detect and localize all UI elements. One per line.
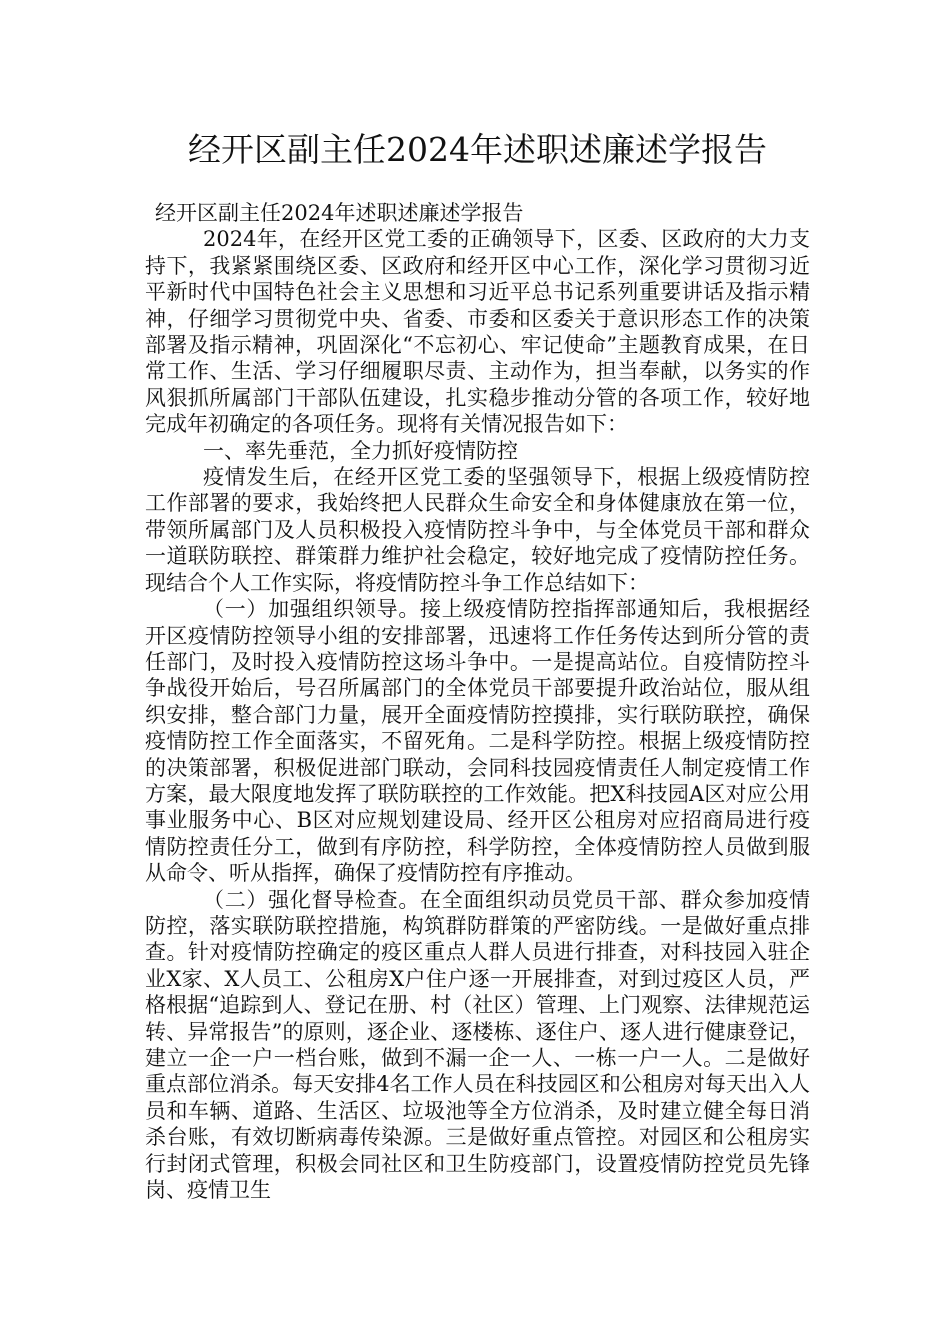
paragraph-supervision-inspection: （二）强化督导检查。在全面组织动员党员干部、群众参加疫情防控，落实联防联控措施，构筑群防群策的严密防线。一是做好重点排查。针对疫情防控确定的疫区重点人群人员进行排查，对科技园入驻企业X家、X人员工、公租房X户住户逐一开展排查，对到过疫区人员，严格根据“追踪到人、登记在册、村（社区）管理、上门观察、法律规范运转、异常报告”的原则，逐企业、逐楼栋、逐住户、逐人进行健康登记，建立一企一户一档台账，做到不漏一企一人、一栋一户一人。二是做好重点部位消杀。每天安排4名工作人员在科技园区和公租房对每天出入人员和车辆、道路、生活区、垃圾池等全方位消杀，及时建立健全每日消杀台账，有效切断病毒传染源。三是做好重点管控。对园区和公租房实行封闭式管理，积极会同社区和卫生防疫部门，设置疫情防控党员先锋岗、疫情卫生	[145, 887, 810, 1203]
document-body	[145, 200, 810, 1203]
body-subtitle: 经开区副主任2024年述职述廉述学报告	[155, 201, 524, 225]
section-heading-1: 一、率先垂范，全力抓好疫情防控	[203, 438, 518, 463]
paragraph-organization-leadership: （一）加强组织领导。接上级疫情防控指挥部通知后，我根据经开区疫情防控领导小组的安排部署，迅速将工作任务传达到所分管的责任部门，及时投入疫情防控这场斗争中。一是提高站位。自疫情防控斗争战役开始后，号召所属部门的全体党员干部要提升政治站位，服从组织安排，整合部门力量，展开全面疫情防控摸排，实行联防联控，确保疫情防控工作全面落实，不留死角。二是科学防控。根据上级疫情防控的决策部署，积极促进部门联动，会同科技园疫情责任人制定疫情工作方案，最大限度地发挥了联防联控的工作效能。把X科技园A区对应公用事业服务中心、B区对应规划建设局、经开区公租房对应招商局进行疫情防控责任分工，做到有序防控，科学防控，全体疫情防控人员做到服从命令、听从指挥，确保了疫情防控有序推动。	[145, 597, 810, 886]
document-title: 经开区副主任2024年述职述廉述学报告	[188, 130, 767, 169]
paragraph-intro: 2024年，在经开区党工委的正确领导下，区委、区政府的大力支持下，我紧紧围绕区委、区政府和经开区中心工作，深化学习贯彻习近平新时代中国特色社会主义思想和习近平总书记系列重要讲话及指示精神，仔细学习贯彻党中央、省委、市委和区委关于意识形态工作的决策部署及指示精神，巩固深化“不忘初心、牢记使命”主题教育成果，在日常工作、生活、学习仔细履职尽责、主动作为，担当奉献，以务实的作风狠抓所属部门干部队伍建设，扎实稳步推动分管的各项工作，较好地完成年初确定的各项任务。现将有关情况报告如下：	[145, 227, 810, 437]
paragraph-epidemic-overview: 疫情发生后，在经开区党工委的坚强领导下，根据上级疫情防控工作部署的要求，我始终把人民群众生命安全和身体健康放在第一位，带领所属部门及人员积极投入疫情防控斗争中，与全体党员干部和群众一道联防联控、群策群力维护社会稳定，较好地完成了疫情防控任务。现结合个人工作实际，将疫情防控斗争工作总结如下：	[145, 465, 810, 595]
